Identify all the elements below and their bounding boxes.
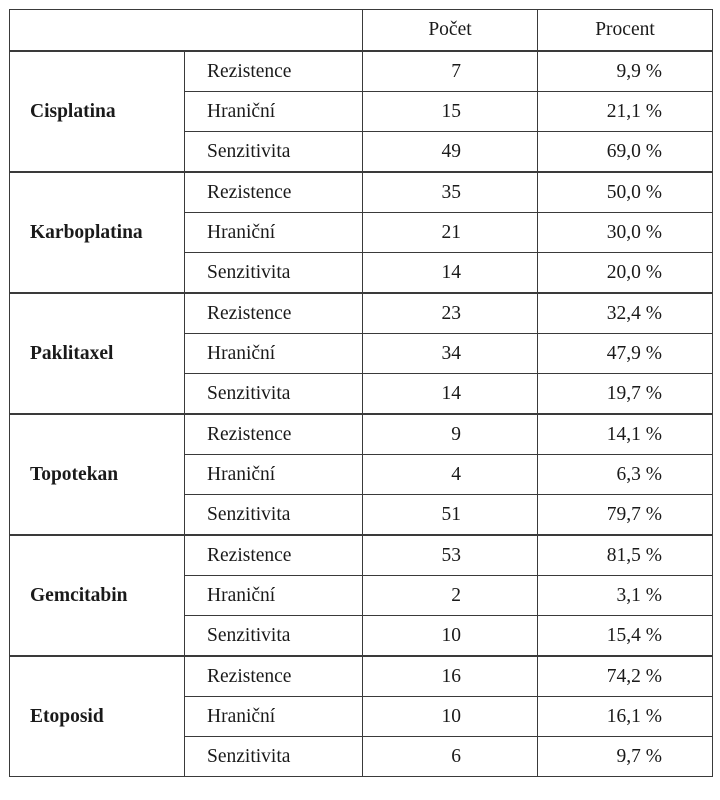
count-cell: 53 [363, 535, 538, 576]
table-row [10, 535, 713, 576]
count-cell: 49 [363, 132, 538, 173]
percent-cell: 6,3 % [538, 455, 713, 495]
count-cell: 10 [363, 697, 538, 737]
category-cell: Senzitivita [185, 253, 363, 294]
drug-name: Etoposid [10, 656, 185, 777]
percent-cell: 15,4 % [538, 616, 713, 657]
count-cell: 14 [363, 253, 538, 294]
percent-cell: 50,0 % [538, 172, 713, 213]
count-cell: 16 [363, 656, 538, 697]
count-cell: 10 [363, 616, 538, 657]
category-cell: Senzitivita [185, 374, 363, 415]
percent-cell: 21,1 % [538, 92, 713, 132]
category-cell: Hraniční [185, 576, 363, 616]
category-cell: Senzitivita [185, 737, 363, 777]
category-cell: Rezistence [185, 414, 363, 455]
header-row [10, 10, 713, 52]
header-count: Počet [363, 10, 538, 52]
category-cell: Senzitivita [185, 132, 363, 173]
category-cell: Senzitivita [185, 495, 363, 536]
count-cell: 6 [363, 737, 538, 777]
category-cell: Senzitivita [185, 616, 363, 657]
count-cell: 35 [363, 172, 538, 213]
percent-cell: 30,0 % [538, 213, 713, 253]
table-row [10, 293, 713, 334]
table-row [10, 172, 713, 213]
percent-cell: 19,7 % [538, 374, 713, 415]
table-row [10, 51, 713, 92]
category-cell: Rezistence [185, 293, 363, 334]
category-cell: Hraniční [185, 213, 363, 253]
header-empty-cell [10, 10, 363, 52]
table-row [10, 656, 713, 697]
category-cell: Rezistence [185, 172, 363, 213]
percent-cell: 47,9 % [538, 334, 713, 374]
header-percent: Procent [538, 10, 713, 52]
percent-cell: 14,1 % [538, 414, 713, 455]
count-cell: 2 [363, 576, 538, 616]
category-cell: Rezistence [185, 535, 363, 576]
percent-cell: 69,0 % [538, 132, 713, 173]
count-cell: 7 [363, 51, 538, 92]
category-cell: Hraniční [185, 334, 363, 374]
count-cell: 15 [363, 92, 538, 132]
category-cell: Hraniční [185, 92, 363, 132]
drug-name: Cisplatina [10, 51, 185, 172]
category-cell: Hraniční [185, 697, 363, 737]
count-cell: 34 [363, 334, 538, 374]
percent-cell: 9,7 % [538, 737, 713, 777]
table-row [10, 414, 713, 455]
drug-name: Karboplatina [10, 172, 185, 293]
category-cell: Rezistence [185, 656, 363, 697]
table-body [10, 51, 713, 777]
percent-cell: 81,5 % [538, 535, 713, 576]
category-cell: Rezistence [185, 51, 363, 92]
count-cell: 14 [363, 374, 538, 415]
sensitivity-table [9, 9, 713, 777]
drug-name: Gemcitabin [10, 535, 185, 656]
count-cell: 51 [363, 495, 538, 536]
count-cell: 23 [363, 293, 538, 334]
percent-cell: 9,9 % [538, 51, 713, 92]
percent-cell: 16,1 % [538, 697, 713, 737]
count-cell: 4 [363, 455, 538, 495]
drug-name: Paklitaxel [10, 293, 185, 414]
percent-cell: 79,7 % [538, 495, 713, 536]
percent-cell: 20,0 % [538, 253, 713, 294]
category-cell: Hraniční [185, 455, 363, 495]
percent-cell: 3,1 % [538, 576, 713, 616]
count-cell: 9 [363, 414, 538, 455]
drug-name: Topotekan [10, 414, 185, 535]
percent-cell: 32,4 % [538, 293, 713, 334]
percent-cell: 74,2 % [538, 656, 713, 697]
count-cell: 21 [363, 213, 538, 253]
